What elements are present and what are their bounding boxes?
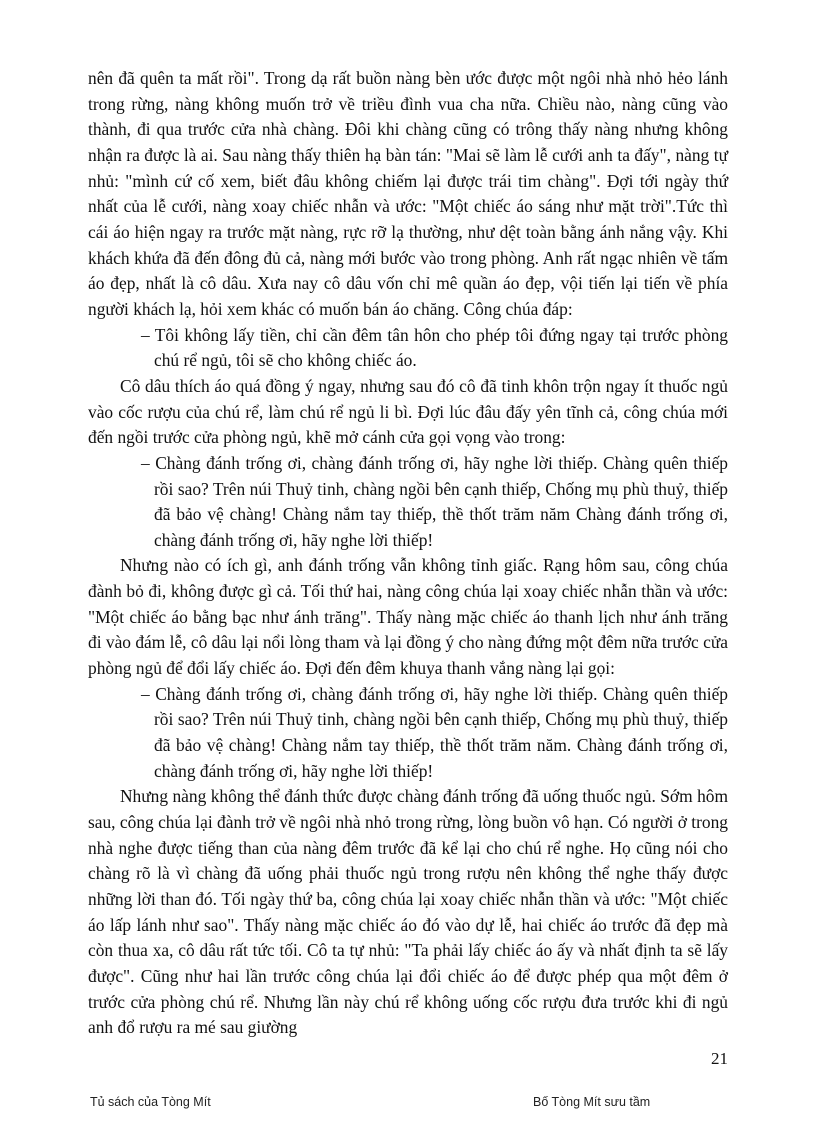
paragraph-continuation: nên đã quên ta mất rồi". Trong dạ rất buồn nàng bèn ước được một ngôi nhà nhỏ hẻo lánh trong rừng, nàng không muốn trở về triều đình vua cha nữa. Chiều nào, nàng cũng vào thành, đi qua trước cửa nhà chàng. Đôi khi chàng cũng có trông thấy nàng nhưng không nhận ra được là ai. Sau nàng thấy thiên hạ bàn tán: "Mai sẽ làm lễ cưới anh ta đấy", nàng tự nhủ: "mình cứ cố xem, biết đâu không chiếm lại được trái tim chàng". Đợi tới ngày thứ nhất của lễ cưới, nàng xoay chiếc nhẫn và ước: "Một chiếc áo sáng như mặt trời".Tức thì cái áo hiện ngay ra trước mặt nàng, rực rỡ lạ thường, như dệt toàn bằng ánh nắng vậy. Khi khách khứa đã đến đông đủ cả, nàng mới bước vào trong phòng. Anh rất ngạc nhiên về tấm áo đẹp, nhất là cô dâu. Xưa nay cô dâu vốn chỉ mê quần áo đẹp, vội tiến lại tiến về phía người khách lạ, hỏi xem khác có muốn bán áo chăng. Công chúa đáp: [88,68,728,319]
page-number: 21 [711,1049,728,1068]
dialogue-first-plea: – Chàng đánh trống ơi, chàng đánh trống ơi, hãy nghe lời thiếp. Chàng quên thiếp rồi sao? Trên núi Thuỷ tinh, chàng ngồi bên cạnh thiếp, Chống mụ phù thuỷ, thiếp đã bảo vệ chàng! Chàng nắm tay thiếp, thề thốt trăm năm Chàng đánh trống ơi, chàng đánh trống ơi, hãy nghe lời thiếp! [141,452,728,550]
footer-right-text: Bố Tòng Mít sưu tầm [533,1095,651,1109]
paragraph-third-night: Nhưng nàng không thể đánh thức được chàng đánh trống đã uống thuốc ngủ. Sớm hôm sau, công chúa lại đành trở về ngôi nhà nhỏ trong rừng, lòng buồn vô hạn. Có người ở trong nhà nghe được tiếng than của nàng đêm trước đã kể lại cho chú rể nghe. Họ cũng nói cho chàng rõ là vì chàng đã uống phải thuốc ngủ trong rượu nên không thể nghe thấy được những lời than đó. Tối ngày thứ ba, công chúa lại xoay chiếc nhẫn thần và ước: "Một chiếc áo lấp lánh như sao". Thấy nàng mặc chiếc áo đó vào dự lễ, hai chiếc áo trước đã đẹp mà còn thua xa, cô dâu rất tức tối. Cô ta tự nhủ: "Ta phải lấy chiếc áo ấy và nhất định ta sẽ lấy được". Cũng như hai lần trước công chúa lại đổi chiếc áo để được phép qua một đêm ở trước cửa phòng chú rể. Nhưng lần này chú rể không uống cốc rượu đưa trước khi đi ngủ anh đổ rượu ra mé sau giường [88,786,728,1038]
dialogue-princess-reply: – Tôi không lấy tiền, chỉ cần đêm tân hôn cho phép tôi đứng ngay tại trước phòng chú rể ngủ, tôi sẽ cho không chiếc áo. [141,324,728,371]
paragraph-second-night: Nhưng nào có ích gì, anh đánh trống vẫn không tỉnh giấc. Rạng hôm sau, công chúa đành bỏ đi, không được gì cả. Tối thứ hai, nàng công chúa lại xoay chiếc nhẫn thần và ước: "Một chiếc áo bằng bạc như ánh trăng". Thấy nàng mặc chiếc áo thanh lịch như ánh trăng đi vào đám lễ, cô dâu lại nổi lòng tham và lại đồng ý cho nàng đứng một đêm nữa trước cửa phòng ngủ để đổi lấy chiếc áo. Đợi đến đêm khuya thanh vắng nàng lại gọi: [88,555,728,679]
story-text [88,66,728,1041]
footer-left-text: Tủ sách của Tòng Mít [90,1095,211,1109]
dialogue-second-plea: – Chàng đánh trống ơi, chàng đánh trống ơi, hãy nghe lời thiếp. Chàng quên thiếp rồi sao? Trên núi Thuỷ tinh, chàng ngồi bên cạnh thiếp, Chống mụ phù thuỷ, thiếp đã bảo vệ chàng! Chàng nắm tay thiếp, thề thốt trăm năm. Chàng đánh trống ơi, chàng đánh trống ơi, hãy nghe lời thiếp! [141,683,728,781]
paragraph-bride-agrees: Cô dâu thích áo quá đồng ý ngay, nhưng sau đó cô đã tinh khôn trộn ngay ít thuốc ngủ vào cốc rượu của chú rể, làm chú rể ngủ li bì. Đợi lúc đâu đấy yên tĩnh cả, công chúa mới đến ngồi trước cửa phòng ngủ, khẽ mở cánh cửa gọi vọng vào trong: [88,375,728,448]
